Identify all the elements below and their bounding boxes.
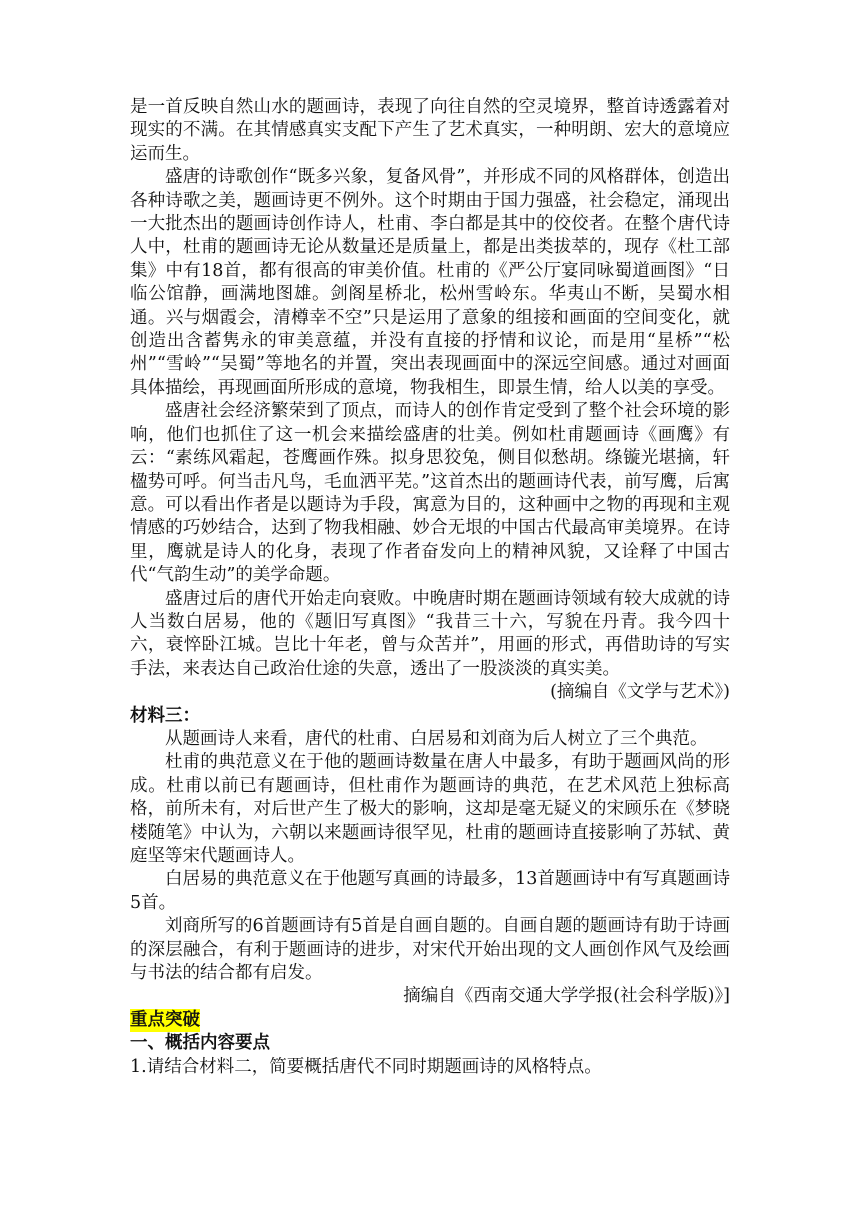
paragraph-liu-shang: 刘商所写的6首题画诗有5首是自画自题的。自画自题的题画诗有助于诗画的深层融合，有利于题画诗的进步，对宋代开始出现的文人画创作风气及绘画与书法的结合都有启发。: [130, 916, 730, 984]
key-breakthrough-label: [130, 1009, 730, 1032]
paragraph-bai-juyi: 白居易的典范意义在于他题写真画的诗最多，13首题画诗中有写真题画诗5首。: [130, 869, 730, 913]
paragraph-high-tang-society: 盛唐社会经济繁荣到了顶点，而诗人的创作肯定受到了整个社会环境的影响，他们也抓住了这一机会来描绘盛唐的壮美。例如杜甫题画诗《画鹰》有云：“素练风霜起，苍鹰画作殊。拟身思狡兔，侧目似愁胡。绦镟光堪摘，轩楹势可呼。何当击凡鸟，毛血洒平芜。”这首杰出的题画诗代表，前写鹰，后寓意。可以看出作者是以题诗为手段，寓意为目的，这种画中之物的再现和主观情感的巧妙结合，达到了物我相融、妙合无垠的中国古代最高审美境界。在诗里，鹰就是诗人的化身，表现了作者奋发向上的精神风貌，又诠释了中国古代“气韵生动”的美学命题。: [130, 401, 730, 586]
section-heading: 一、概括内容要点: [130, 1033, 270, 1054]
question-1: 1.请结合材料二，简要概括唐代不同时期题画诗的风格特点。: [130, 1056, 602, 1077]
source-citation-2: 摘编自《西南交通大学学报(社会科学版)》]: [403, 986, 730, 1007]
paragraph-high-tang: 盛唐的诗歌创作“既多兴象，复备风骨”，并形成不同的风格群体，创造出各种诗歌之美，题画诗更不例外。这个时期由于国力强盛，社会稳定，涌现出一大批杰出的题画诗创作诗人，杜甫、李白都是其中的佼佼者。在整个唐代诗人中，杜甫的题画诗无论从数量还是质量上，都是出类拔萃的，现存《杜工部集》中有18首，都有很高的审美价值。杜甫的《严公厅宴同咏蜀道画图》“日临公馆静，画满地图雄。剑阁星桥北，松州雪岭东。华夷山不断，吴蜀水相通。兴与烟霞会，清樽幸不空”只是运用了意象的组接和画面的空间变化，就创造出含蓄隽永的审美意蕴，并没有直接的抒情和议论，而是用“星桥”“松州”“雪岭”“吴蜀”等地名的并置，突出表现画面中的深远空间感。通过对画面具体描绘，再现画面所形成的意境，物我相生，即景生情，给人以美的享受。: [130, 167, 730, 398]
paragraph-three-models: 从题画诗人来看，唐代的杜甫、白居易和刘商为后人树立了三个典范。: [165, 728, 708, 749]
paragraph-mid-late-tang: 盛唐过后的唐代开始走向衰败。中晚唐时期在题画诗领域有较大成就的诗人当数白居易，他的《题旧写真图》“我昔三十六，写貌在丹青。我今四十六，衰悴卧江城。岂比十年老，曾与众苦并”，用画的形式，再借助诗的写实手法，来表达自己政治仕途的失意，透出了一股淡淡的真实美。: [130, 588, 730, 679]
paragraph-du-fu: 杜甫的典范意义在于他的题画诗数量在唐人中最多，有助于题画风尚的形成。杜甫以前已有题画诗，但杜甫作为题画诗的典范，在艺术风范上独标高格，前所未有，对后世产生了极大的影响，这却是毫无疑义的宋顾乐在《梦晓楼随笔》中认为，六朝以来题画诗很罕见，杜甫的题画诗直接影响了苏轼、黄庭坚等宋代题画诗人。: [130, 752, 730, 866]
document-page: [130, 96, 730, 1079]
material-three-heading: 材料三：: [130, 705, 200, 726]
paragraph-intro: 是一首反映自然山水的题画诗，表现了向往自然的空灵境界，整首诗透露着对现实的不满。在其情感真实支配下产生了艺术真实，一种明朗、宏大的意境应运而生。: [130, 97, 730, 164]
source-citation-1: (摘编自《文学与艺术》): [550, 682, 730, 703]
highlighted-label: 重点突破: [130, 1009, 200, 1032]
